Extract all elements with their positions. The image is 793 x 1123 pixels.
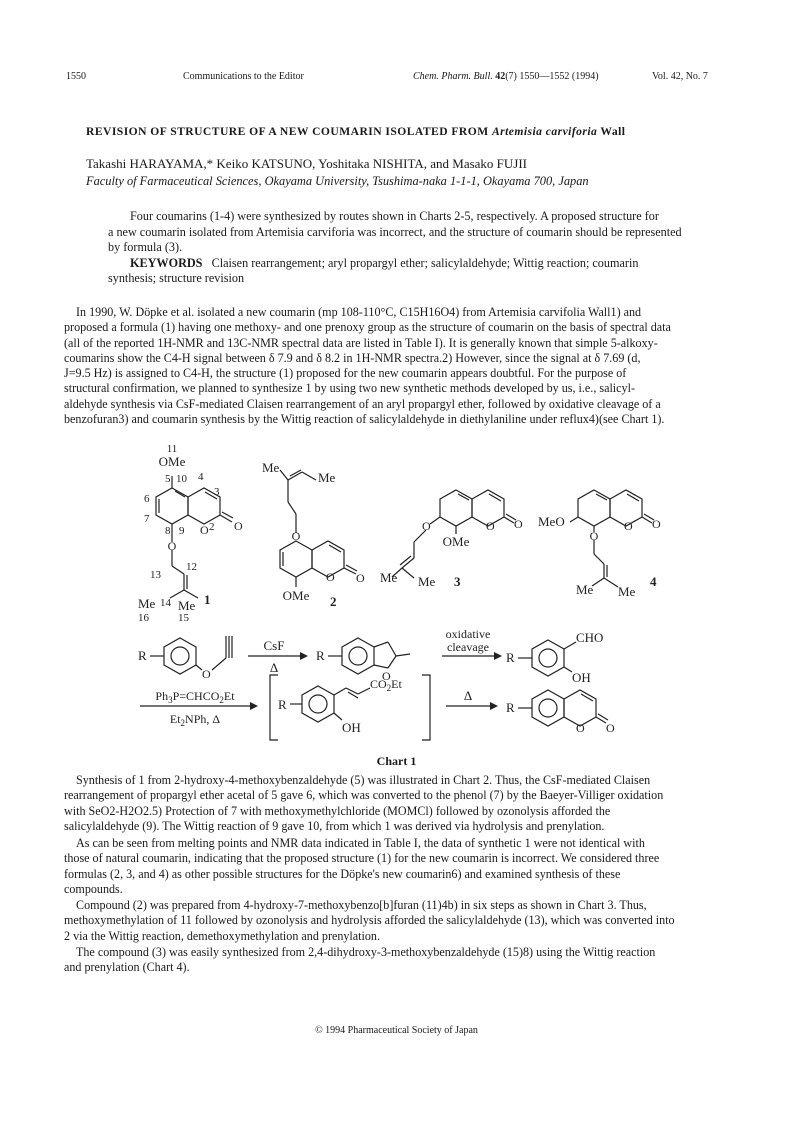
r-group-label: R: [278, 697, 287, 712]
ether-oxygen-label: O: [422, 519, 431, 533]
abstract-line: a new coumarin isolated from Artemisia carviforia was incorrect, and the structure of coumarin should be represented: [108, 224, 682, 239]
body-paragraph-5: [64, 945, 744, 976]
body-line: aldehyde synthesis via CsF-mediated Claisen rearrangement of an aryl propargyl ether, followed by oxidative cleavage of a: [64, 396, 661, 411]
title-author: Wall: [600, 125, 626, 138]
body-line: formulas (2, 3, and 4) as other possible structures for the Döpke's new coumarin6) and examined synthesis of these: [64, 866, 621, 881]
atom-number: 11: [166, 443, 178, 455]
compound-number-4: 4: [650, 574, 657, 589]
hydroxyl-label: OH: [342, 720, 361, 735]
keywords-line: KEYWORDS Claisen rearrangement; aryl propargyl ether; salicylaldehyde; Wittig reaction; coumarin: [130, 255, 639, 270]
chart-caption: Chart 1: [376, 754, 417, 768]
body-line: structural confirmation, we planned to synthesize 1 by using two new synthetic methods developed by us, i.e., salicyl-: [64, 381, 635, 396]
atom-number: 10: [176, 473, 187, 485]
page-number: 1550: [66, 71, 86, 82]
volume-issue: Vol. 42, No. 7: [652, 71, 708, 82]
abstract-line: Four coumarins (1-4) were synthesized by routes shown in Charts 2-5, respectively. A proposed structure for: [130, 209, 659, 223]
atom-number: 9: [179, 525, 185, 537]
methyl-label: Me: [138, 596, 156, 611]
atom-number: 4: [198, 471, 204, 483]
body-line: 2 via the Wittig reaction, demethoxymethylation and prenylation.: [64, 928, 380, 943]
body-line: benzofuran3) and coumarin synthesis by the Wittig reaction of salicylaldehyde in diethylaniline under reflux4)(see Chart 1).: [64, 412, 665, 427]
furan-oxygen-label: O: [382, 669, 391, 683]
journal-citation: [413, 71, 599, 82]
methoxy-label: MeO: [538, 514, 565, 529]
methyl-label: Me: [576, 582, 594, 597]
methyl-label: Me: [618, 584, 636, 599]
keywords-line: synthesis; structure revision: [108, 271, 245, 285]
heat-symbol: Δ: [269, 660, 279, 675]
body-line: and prenylation (Chart 4).: [64, 960, 190, 975]
compound-number-2: 2: [330, 594, 337, 609]
reagent-csf: CsF: [263, 638, 285, 653]
body-line: compounds.: [64, 881, 123, 896]
atom-number: 12: [186, 561, 197, 573]
compound-number-1: 1: [204, 592, 211, 607]
wittig-conditions: $Et_2NPh$, Δ: [169, 712, 221, 728]
carbonyl-oxygen-label: O: [514, 517, 523, 531]
body-line: salicylaldehyde (9). The Wittig reaction of 9 gave 10, from which 1 was derived via hydrolysis and prenylation.: [64, 818, 605, 833]
body-line: As can be seen from melting points and NMR data indicated in Table I, the data of synthetic 1 were not identical with: [76, 836, 645, 850]
atom-number: 7: [144, 513, 150, 525]
carbonyl-oxygen-label: O: [356, 571, 365, 585]
ring-oxygen-label: O: [624, 519, 633, 533]
body-line: proposed a formula (1) having one methoxy- and one prenoxy group as the structure of coumarin on the basis of spectral data: [64, 320, 671, 335]
body-line: rearrangement of propargyl ether acetal of 5 gave 6, which was converted to the phenol (7) by the Baeyer-Villiger oxidation: [64, 788, 664, 803]
atom-number: 5: [165, 473, 171, 485]
hydroxyl-label: OH: [572, 670, 591, 685]
abstract: [108, 209, 726, 287]
ether-oxygen-label: O: [167, 539, 177, 553]
author-list: Takashi HARAYAMA,* Keiko KATSUNO, Yoshitaka NISHITA, and Masako FUJII: [86, 156, 528, 171]
body-line: Compound (2) was prepared from 4-hydroxy-7-methoxybenzo[b]furan (11)4b) in six steps as shown in Chart 3. Thus,: [76, 898, 647, 912]
title-main: REVISION OF STRUCTURE OF A NEW COUMARIN ISOLATED FROM: [86, 125, 489, 138]
body-paragraph-3: [64, 836, 744, 897]
body-line: coumarins show the C4-H signal between δ 7.9 and δ 8.2 in 1H-NMR spectra.2) However, since the signal at δ 7.69 (d,: [64, 350, 641, 365]
r-group-label: R: [138, 648, 147, 663]
ester-label: $CO_2Et$: [370, 677, 402, 693]
atom-number: 13: [150, 569, 161, 581]
aldehyde-label: CHO: [576, 630, 604, 645]
body-line: J=9.5 Hz) is assigned to C4-H, the structure (1) proposed for the new coumarin appears doubtful. For the purpose of: [64, 366, 627, 381]
atom-number: 8: [165, 525, 171, 537]
atom-number: 14: [160, 597, 171, 609]
methoxy-label: OMe: [442, 534, 470, 549]
r-group-label: R: [316, 648, 325, 663]
atom-number: 15: [178, 612, 189, 624]
affiliation: Faculty of Farmaceutical Sciences, Okayama University, Tsushima-naka 1-1-1, Okayama 700, Japan: [86, 174, 589, 188]
body-line: Synthesis of 1 from 2-hydroxy-4-methoxybenzaldehyde (5) was illustrated in Chart 2. Thus, the CsF-mediated Claisen: [76, 773, 651, 787]
methoxy-label: OMe: [158, 454, 186, 469]
atom-number: 3: [214, 486, 220, 498]
ether-oxygen-label: O: [589, 529, 599, 543]
citation-pages: (7) 1550—1552 (1994): [505, 71, 599, 82]
compound-number-3: 3: [454, 574, 461, 589]
methyl-label: Me: [418, 574, 436, 589]
body-paragraph-2: [64, 773, 744, 834]
chart-1-scheme: [0, 430, 793, 752]
running-section: Communications to the Editor: [183, 71, 304, 82]
ring-oxygen-label: O: [576, 721, 585, 735]
reagent-cleavage: cleavage: [447, 640, 489, 654]
ring-oxygen-label: O: [326, 570, 335, 584]
body-paragraph-4: [64, 898, 744, 944]
body-line: The compound (3) was easily synthesized from 2,4-dihydroxy-3-methoxybenzaldehyde (15)8) using the Wittig reaction: [76, 945, 656, 959]
ether-oxygen-label: O: [291, 529, 301, 543]
title-species: Artemisia carviforia: [491, 125, 598, 138]
body-paragraph-1: [64, 305, 744, 427]
carbonyl-oxygen-label: O: [652, 517, 661, 531]
heat-symbol: Δ: [463, 688, 473, 703]
methoxy-label: OMe: [282, 588, 310, 603]
journal-name: Chem. Pharm. Bull.: [413, 71, 493, 82]
r-group-label: R: [506, 650, 515, 665]
atom-number: 2: [209, 521, 215, 533]
citation-volume: 42: [495, 71, 506, 82]
abstract-line: by formula (3).: [108, 240, 183, 254]
ether-oxygen-label: O: [202, 667, 211, 681]
methyl-label: Me: [380, 570, 398, 585]
methyl-label: Me: [318, 470, 336, 485]
body-line: those of natural coumarin, indicating that the proposed structure (1) for the new coumarin is incorrect. We considered three: [64, 851, 660, 866]
carbonyl-oxygen-label: O: [606, 721, 615, 735]
ring-oxygen-label: O: [200, 523, 209, 537]
paper-title: [86, 125, 625, 138]
methyl-label: Me: [262, 460, 280, 475]
keywords-label: KEYWORDS: [130, 255, 203, 270]
atom-number: 16: [138, 612, 149, 624]
r-group-label: R: [506, 700, 515, 715]
ring-oxygen-label: O: [486, 519, 495, 533]
carbonyl-oxygen-label: O: [234, 519, 243, 533]
reagent-oxidative: oxidative: [445, 627, 491, 641]
wittig-reagent: $Ph_3P=CHCO_2Et$: [155, 689, 235, 705]
body-line: with SeO2-H2O2.5) Protection of 7 with methoxymethylchloride (MOMCl) followed by ozonolysis afforded the: [64, 803, 611, 818]
copyright-notice: © 1994 Pharmaceutical Society of Japan: [315, 1025, 478, 1036]
body-line: In 1990, W. Döpke et al. isolated a new coumarin (mp 108-110°C, C15H16O4) from Artemisia carvifolia Wall1) and: [76, 305, 642, 319]
body-line: (all of the reported 1H-NMR and 13C-NMR spectral data are listed in Table I). It is generally known that simple 5-alkoxy-: [64, 335, 658, 350]
atom-number: 6: [144, 493, 150, 505]
body-line: methoxymethylation of 11 followed by ozonolysis and hydrolysis afforded the salicylaldehyde (13), which was converted into: [64, 913, 675, 928]
methyl-label: Me: [178, 598, 196, 613]
